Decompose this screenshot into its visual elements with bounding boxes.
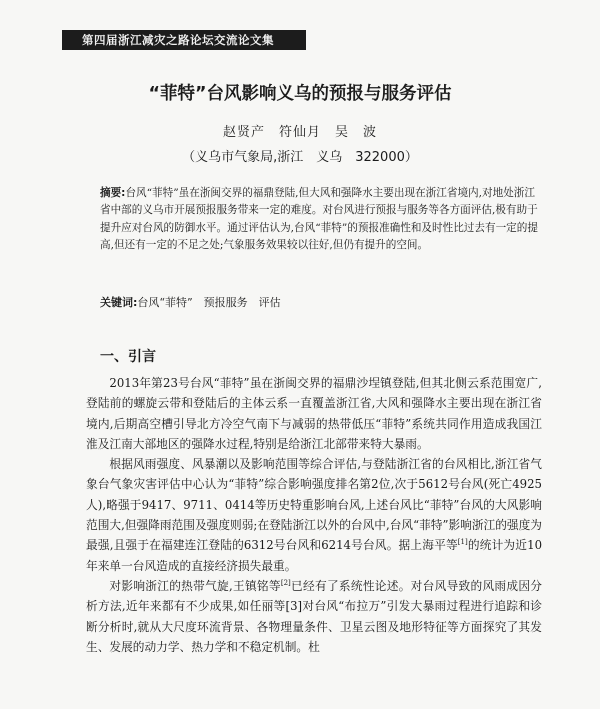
paragraph-2-text-a: 根据风雨强度、风暴潮以及影响范围等综合评估,与登陆浙江省的台风相比,浙江省气象台气象灾害评估中心认为“菲特”综合影响强度排名第2位,次于5612号台风(死亡4925人),略强于9417、9711、0414等历史特重影响台风,上述台风比“菲特”台风的大风影响范围大,但强降雨范围及强度则弱;在登陆浙江以外的台风中,台风“菲特”影响浙江的强度为最强,且强于在福建连江登陆的6312号台风和6214号台风。据上海平等 xyxy=(86,457,542,553)
body-text xyxy=(86,373,542,657)
keywords-label: 关键词: xyxy=(100,296,138,309)
section-heading: 一、引言 xyxy=(100,349,156,365)
paragraph-3-text-a: 对影响浙江的热带气旋,王镇铭等 xyxy=(109,578,281,593)
citation-1: [1] xyxy=(457,538,468,547)
abstract-text: 台风“菲特”虽在浙闽交界的福鼎登陆,但大风和强降水主要出现在浙江省境内,对地处浙江省中部的义乌市开展预报服务带来一定的难度。对台风进行预报与服务等各方面评估,极有助于提升应对台风的防御水平。通过评估认为,台风“菲特”的预报准确性和及时性比过去有一定的提高,但还有一定的不足之处;气象服务效果较以往好,但仍有提升的空间。 xyxy=(100,187,538,251)
paragraph-1: 2013年第23号台风“菲特”虽在浙闽交界的福鼎沙埕镇登陆,但其北侧云系范围宽广,登陆前的螺旋云带和登陆后的主体云系一直覆盖浙江省,大风和强降水主要出现在浙江省境内,后期高空槽引导北方冷空气南下与减弱的热带低压“菲特”系统共同作用造成我国江淮及江南大部地区的强降水过程,特别是给浙江北部带来特大暴雨。 xyxy=(86,376,542,451)
paragraph-3 xyxy=(86,576,542,657)
paper-affiliation: （义乌市气象局,浙江 义乌 322000） xyxy=(182,150,418,165)
paper-title: “菲特”台风影响义乌的预报与服务评估 xyxy=(148,84,452,104)
paragraph-2 xyxy=(86,454,542,576)
paragraph-3-text-b: 已经有了系统性论述。对台风导致的风雨成因分析方法,近年来都有不少成果,如任丽等[3]对台风“布拉万”引发大暴雨过程进行追踪和诊断分析时,就从大尺度环流背景、各物理量条件、卫星云图及地形特征等方面探究了其发生、发展的动力学、热力学和不稳定机制。杜 xyxy=(86,578,542,654)
header-banner-text: 第四届浙江减灾之路论坛交流论文集 xyxy=(82,33,274,47)
keywords xyxy=(100,294,540,311)
keywords-text: 台风“菲特” 预报服务 评估 xyxy=(137,296,281,309)
abstract-label: 摘要: xyxy=(100,187,126,199)
paper-authors: 赵贤产 符仙月 吴 波 xyxy=(222,125,377,140)
abstract xyxy=(100,185,540,254)
citation-2: [2] xyxy=(280,579,291,588)
paragraph-2-text-b: 的统计为近10年来单一台风造成的直接经济损失最重。 xyxy=(86,538,543,573)
